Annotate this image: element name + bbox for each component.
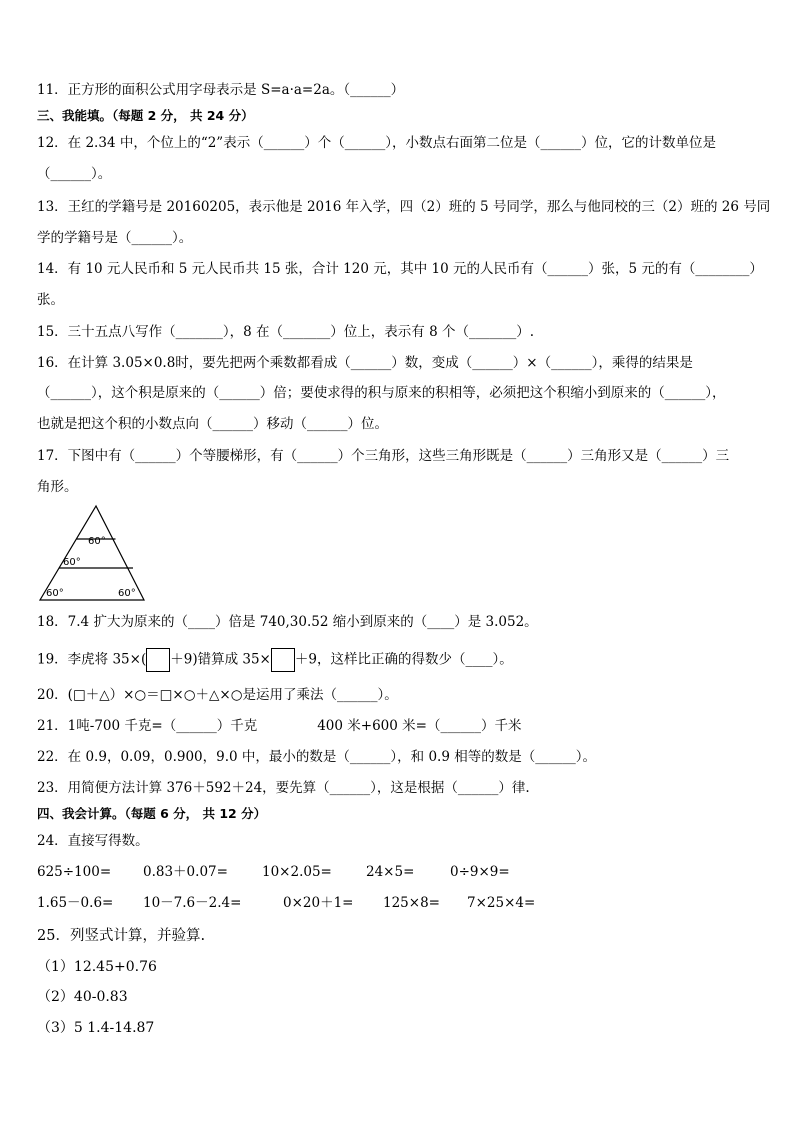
question-23: 23．用简便方法计算 376＋592＋24，要先算（______），这是根据（______）律. [37, 780, 530, 796]
question-21-part-b: 400 米+600 米=（______）千米 [317, 718, 522, 734]
question-15: 15．三十五点八写作（_______），8 在（_______）位上，表示有 8 个（_______）. [37, 324, 535, 340]
section-4-heading: 四、我会计算。（每题 6 分， 共 12 分） [37, 806, 267, 821]
question-21 [37, 716, 521, 736]
question-22: 22．在 0.9，0.09，0.900，9.0 中，最小的数是（______），和 0.9 相等的数是（______）。 [37, 749, 596, 765]
angle-label-bottom-right: 60° [118, 588, 136, 599]
question-25: 25．列竖式计算，并验算. [37, 928, 206, 944]
question-19-part1: 19．李虎将 35×( [37, 651, 147, 668]
calc-item: 0÷9×9= [450, 864, 510, 880]
question-13-line1: 13．王红的学籍号是 20160205，表示他是 2016 年入学，四（2）班的 5 号同学，那么与他同校的三（2）班的 26 号同 [37, 199, 771, 215]
blank-box-2 [271, 648, 295, 672]
question-18: 18．7.4 扩大为原来的（____）倍是 740,30.52 缩小到原来的（____）是 3.052。 [37, 614, 538, 630]
question-14-line1: 14．有 10 元人民币和 5 元人民币共 15 张，合计 120 元，其中 10 元的人民币有（______）张，5 元的有（________） [37, 261, 763, 277]
question-20: 20．(□＋△）×○＝□×○＋△×○是运用了乘法（______）。 [37, 687, 398, 703]
question-17-line2: 角形。 [37, 479, 78, 495]
triangle-figure [38, 504, 150, 606]
question-16-line2: （______），这个积是原来的（______）倍；要使求得的积与原来的积相等，必须把这个积缩小到原来的（______）， [37, 385, 726, 401]
question-19-part3: ＋9，这样比正确的得数少（____）。 [294, 651, 513, 668]
question-12-line1: 12．在 2.34 中，个位上的“2”表示（______）个（______），小数点右面第二位是（______）位，它的计数单位是 [37, 135, 716, 151]
question-25-item-1: （1）12.45+0.76 [37, 959, 157, 975]
calc-item: 10－7.6－2.4= [143, 895, 242, 911]
calc-item: 10×2.05= [262, 864, 332, 880]
question-19-part2: ＋9)错算成 35× [170, 651, 271, 668]
calc-item: 625÷100= [37, 864, 112, 880]
calc-item: 1.65－0.6= [37, 895, 114, 911]
question-16-line1: 16．在计算 3.05×0.8时，要先把两个乘数都看成（______）数，变成（______）×（______），乘得的结果是 [37, 355, 693, 371]
outer-triangle [40, 506, 144, 600]
question-12-line2: （______）。 [37, 166, 112, 182]
question-11: 11．正方形的面积公式用字母表示是 S=a·a=2a。（______） [37, 82, 405, 98]
question-25-item-2: （2）40-0.83 [37, 989, 128, 1005]
angle-label-top: 60° [88, 536, 106, 547]
angle-label-middle: 60° [63, 557, 81, 568]
question-16-line3: 也就是把这个积的小数点向（______）移动（______）位。 [37, 416, 388, 432]
question-24: 24．直接写得数。 [37, 833, 149, 849]
calc-item: 125×8= [383, 895, 440, 911]
section-3-heading: 三、我能填。（每题 2 分， 共 24 分） [37, 108, 254, 123]
blank-box-1 [146, 648, 170, 672]
question-21-part-a: 21．1吨-700 千克=（______）千克 [37, 718, 258, 734]
calc-item: 0.83＋0.07= [143, 864, 228, 880]
calc-item: 7×25×4= [467, 895, 536, 911]
angle-label-bottom-left: 60° [46, 588, 64, 599]
question-13-line2: 学的学籍号是（______）。 [37, 230, 193, 246]
question-25-item-3: （3）5 1.4-14.87 [37, 1020, 155, 1036]
question-19 [37, 648, 513, 672]
question-17-line1: 17．下图中有（______）个等腰梯形，有（______）个三角形，这些三角形既是（______）三角形又是（______）三 [37, 448, 730, 464]
calc-item: 0×20＋1= [283, 895, 354, 911]
calc-item: 24×5= [366, 864, 415, 880]
question-14-line2: 张。 [37, 292, 64, 308]
